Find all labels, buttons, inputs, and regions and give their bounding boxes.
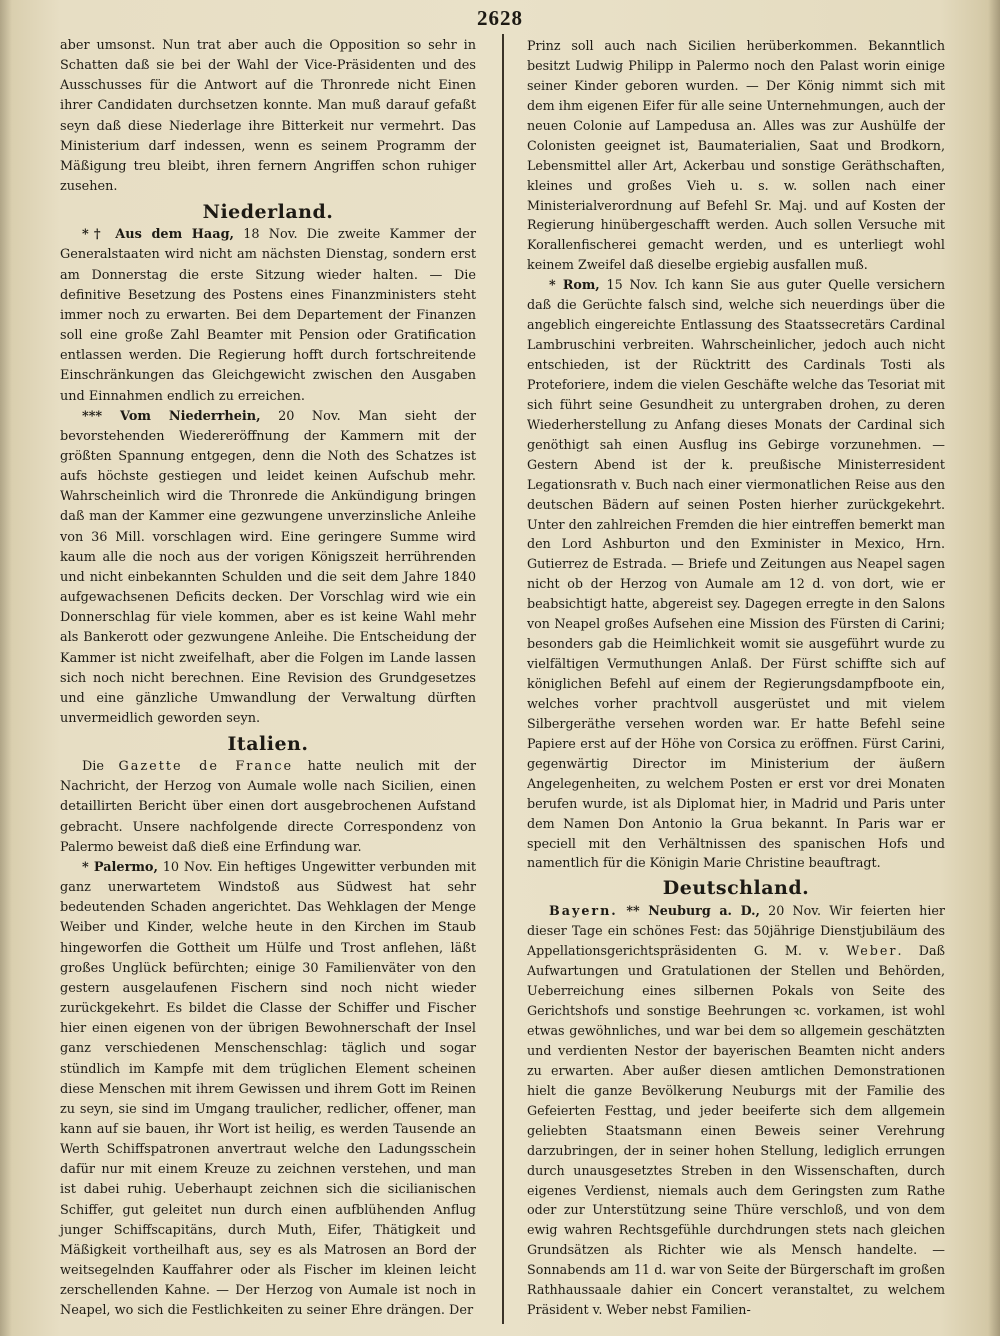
text-gazette-a: Die bbox=[82, 759, 119, 775]
text-neuburg-b: . Daß Aufwartungen und Gratulationen der Stellen und Behörden, Ueberreichung eines silbernen Pokals von Seite des Gerichtshofs und sonstige Beehrungen ꝛc. vorkamen, ist wohl etwas gewöhnliches, und war bei dem so allgemein geschätzten und verdienten Nestor der bayerischen Beamten nicht anders zu erwarten. Aber außer diesen amtlichen Demonstrationen hielt die ganze Bevölkerung Neuburgs mit der Familie des Gefeierten Festtag, und jeder beeiferte sich dem allgemein geliebten Staatsmann einen Beweis seiner Verehrung darzubringen, der in seiner hohen Stellung, lediglich errungen durch unausgesetztes Streben in den Wissenschaften, durch eigenes Verdienst, niemals auch dem Geringsten zum Rathe oder zur Unterstützung seine Thüre verschloß, und von dem ewig wahren Rechtsgefühle durchdrungen stets nach gleichen Grundsätzen als Richter wie als Mensch handelte. — Sonnabends am 11 d. war von Seite der Bürgerschaft im großen Rathhaussaale dahier ein Concert veranstaltet, zu welchem Präsident v. Weber nebst Familien- bbox=[527, 943, 945, 1318]
page-number: 2628 bbox=[477, 6, 523, 30]
page-shadow-left bbox=[0, 0, 12, 1336]
text-niederrhein: 20 Nov. Man sieht der bevorstehenden Wiedereröffnung der Kammern mit der größten Spannung entgegen, denn die Noth des Schatzes ist aufs höchste gestiegen und leidet keinen Aufschub mehr. Wahrscheinlich wird die Thronrede die Ankündigung bringen daß man der Kammer eine gezwungene unverzinsliche Anleihe von 36 Mill. vorschlagen wird. Eine geringere Summe wird kaum alle die noch aus der vorigen Königszeit herrührenden und nicht einbekannten Schulden und die seit dem Jahre 1840 aufgewachsenen Deficits decken. Der Vorschlag wird wie ein Donnerschlag für viele kommen, aber es ist keine Wahl mehr als Bankerott oder gezwungene Anleihe. Die Entscheidung der Kammer ist nicht zweifelhaft, aber die Folgen im Lande lassen sich noch nicht berechnen. Eine Revision des Grundgesetzes und eine gänzliche Umwandlung der Verwaltung dürften unvermeidlich geworden seyn. bbox=[60, 408, 476, 726]
heading-niederland: Niederland. bbox=[202, 201, 334, 224]
article-niederrhein bbox=[60, 407, 476, 730]
article-rom bbox=[527, 275, 945, 873]
name-weber: Weber bbox=[846, 943, 898, 959]
article-neuburg bbox=[527, 901, 945, 1320]
label-bayern: Bayern. bbox=[549, 903, 618, 919]
text-palermo: 10 Nov. Ein heftiges Ungewitter verbunden mit ganz unerwartetem Windstoß aus Südwest hat sehr bedeutenden Schaden angerichtet. Das Wehklagen der Menge Weiber und Kinder, welche heute in den Kirchen im Staub hingeworfen die Gottheit um Hülfe und Trost anflehen, läßt großes Unglück befürchten; einige 30 Familienväter von den gestern ausgelaufenen Fischern sind noch nicht wieder zurückgekehrt. Es bildet die Classe der Schiffer und Fischer hier einen eigenen von der übrigen Bewohnerschaft der Insel ganz verschiedenen Menschenschlag: täglich und sogar stündlich im Kampfe mit dem trüglichen Element scheinen diese Menschen mit ihrem Gewissen und ihrem Gott im Reinen zu seyn, sie sind im Umgang traulicher, redlicher, offener, man kann auf sie bauen, ihr Wort ist heilig, es werden Tausende an Werth Schiffspatronen anvertraut welche den Ladungsschein dafür nur mit einem Kreuze zu zeichnen verstehen, und man ist dabei ruhig. Ueberhaupt zeichnen sich die sicilianischen Schiffer, gut geleitet nun durch einen aufblühenden Anflug junger Schiffscapitäns, durch Muth, Eifer, Thätigkeit und Mäßigkeit vortheilhaft aus, sey es als Matrosen an Bord der weitsegelnden Kauffahrer oder als Fischer im kleinen leicht zerschellenden Kahne. — Der Herzog von Aumale ist noch in Neapel, wo sich die Festlichkeiten zu seiner Ehre drängen. Der bbox=[60, 859, 476, 1319]
text-neuburg-a: 20 Nov. Wir feierten hier dieser Tage ein schönes Fest: das 50jährige Dienstjubiläum des Appellationsgerichtspräsidenten G. M. v. bbox=[527, 903, 945, 959]
heading-deutschland: Deutschland. bbox=[662, 877, 810, 900]
aumale-continuation: Prinz soll auch nach Sicilien herüberkommen. Bekanntlich besitzt Ludwig Philipp in Palermo noch den Palast worin einige seiner Kinder geboren wurden. — Der König nimmt sich mit dem ihm eigenen Eifer für alle seine Unternehmungen, auch der neuen Colonie auf Lampedusa an. Alles was zur Aushülfe der Colonisten geeignet ist, Baumaterialien, Saat und Brodkorn, Lebensmittel aller Art, Ackerbau und sonstige Geräthschaften, kleines und großes Vieh u. s. w. sollen nach einer Ministerialverordnung auf Befehl Sr. Maj. und auf Kosten der Regierung hinübergeschafft werden. Auch sollen Versuche mit Korallenfischerei gemacht werden, und es unterliegt wohl keinem Zweifel daß dieselbe ergiebig ausfallen muß. bbox=[527, 38, 945, 273]
article-haag bbox=[60, 225, 476, 406]
text-rom: 15 Nov. Ich kann Sie aus guter Quelle versichern daß die Gerüchte falsch sind, welche sich neuerdings über die angeblich eingereichte Entlassung des Staatssecretärs Cardinal Lambruschini verbreiten. Wahrscheinlicher, jedoch auch nicht entschieden, ist der Rücktritt des Cardinals Tosti als Proteforiere, indem die vielen Geschäfte welche das Tesoriat mit sich führt seine Gesundheit zu untergraben drohen, zu deren Wiederherstellung zu Anfang dieses Monats der Cardinal sich genöthigt sah einen Ausflug ins Gebirge vorzunehmen. — Gestern Abend ist der k. preußische Ministerresident Legationsrath v. Buch nach einer viermonatlichen Reise aus den deutschen Bädern auf seinen Posten hierher zurückgekehrt. Unter den zahlreichen Fremden die hier eintreffen bemerkt man den Lord Ashburton und den Exminister in Mexico, Hrn. Gutierrez de Estrada. — Briefe und Zeitungen aus Neapel sagen nicht ob der Herzog von Aumale am 12 d. von dort, wie er beabsichtigt hatte, abgereist sey. Dagegen erregte in den Salons von Neapel großes Aufsehen eine Mission des Fürsten di Carini; besonders gab die Heimlichkeit womit sie ausgeführt wurde zu vielfältigen Vermuthungen Anlaß. Der Fürst schiffte sich auf königlichen Befehl auf einem der Regierungsdampfboote ein, welches vorher prachtvoll ausgerüstet und mit vielem Silbergeräthe versehen worden war. Er hatte Befehl seine Papiere erst auf der Höhe von Corsica zu eröffnen. Fürst Carini, gegenwärtig Director im Ministerium der äußern Angelegenheiten, zu welchem Posten er erst vor drei Monaten berufen wurde, ist als Diplomat hier, in Madrid und Paris unter dem Namen Don Antonio la Grua bekannt. In Paris war er speciell mit den Verhältnissen des spanischen Hofs und namentlich für die Königin Marie Christine beauftragt. bbox=[527, 277, 945, 871]
page-shadow-right bbox=[988, 0, 1000, 1336]
column-divider bbox=[502, 34, 504, 1324]
right-column bbox=[527, 36, 945, 1320]
dateline-rom: * Rom, bbox=[549, 277, 600, 293]
article-palermo bbox=[60, 858, 476, 1322]
left-column bbox=[60, 36, 476, 1322]
article-gazette bbox=[60, 757, 476, 858]
dateline-palermo: * Palermo, bbox=[82, 859, 158, 875]
gazette-name: Gazette de France bbox=[118, 759, 294, 775]
dateline-neuburg: ** Neuburg a. D., bbox=[617, 903, 760, 919]
dateline-niederrhein: *** Vom Niederrhein, bbox=[82, 408, 261, 424]
dateline-haag: *† Aus dem Haag, bbox=[82, 227, 235, 243]
text-gazette-b: hatte neulich mit der Nachricht, der Herzog von Aumale wolle nach Sicilien, einen detaillirten Bericht über einen dort ausgebrochenen Aufstand gebracht. Unsere nachfolgende directe Correspondenz von Palermo beweist daß dieß eine Erfindung war. bbox=[60, 759, 476, 855]
opposition-paragraph: aber umsonst. Nun trat aber auch die Opposition so sehr in Schatten daß sie bei der Wahl der Vice-Präsidenten und des Ausschusses für die Antwort auf die Thronrede nicht Einen ihrer Candidaten durchsetzen konnte. Man muß darauf gefaßt seyn daß diese Niederlage ihre Bitterkeit nur vermehrt. Das Ministerium darf indessen, wenn es seinem Programm der Mäßigung treu bleibt, ihren fernern Angriffen schon ruhiger zusehen. bbox=[60, 38, 476, 195]
text-haag: 18 Nov. Die zweite Kammer der Generalstaaten wird nicht am nächsten Dienstag, sondern erst am Donnerstag die erste Sitzung wieder halten. — Die definitive Besetzung des Postens eines Finanzministers steht immer noch zu erwarten. Bei dem Departement der Finanzen soll eine große Zahl Beamter mit Pension oder Gratification entlassen werden. Die Regierung hofft durch fortschreitende Einschränkungen das Gleichgewicht zwischen den Ausgaben und Einnahmen endlich zu erreichen. bbox=[60, 227, 476, 404]
heading-italien: Italien. bbox=[227, 733, 309, 756]
